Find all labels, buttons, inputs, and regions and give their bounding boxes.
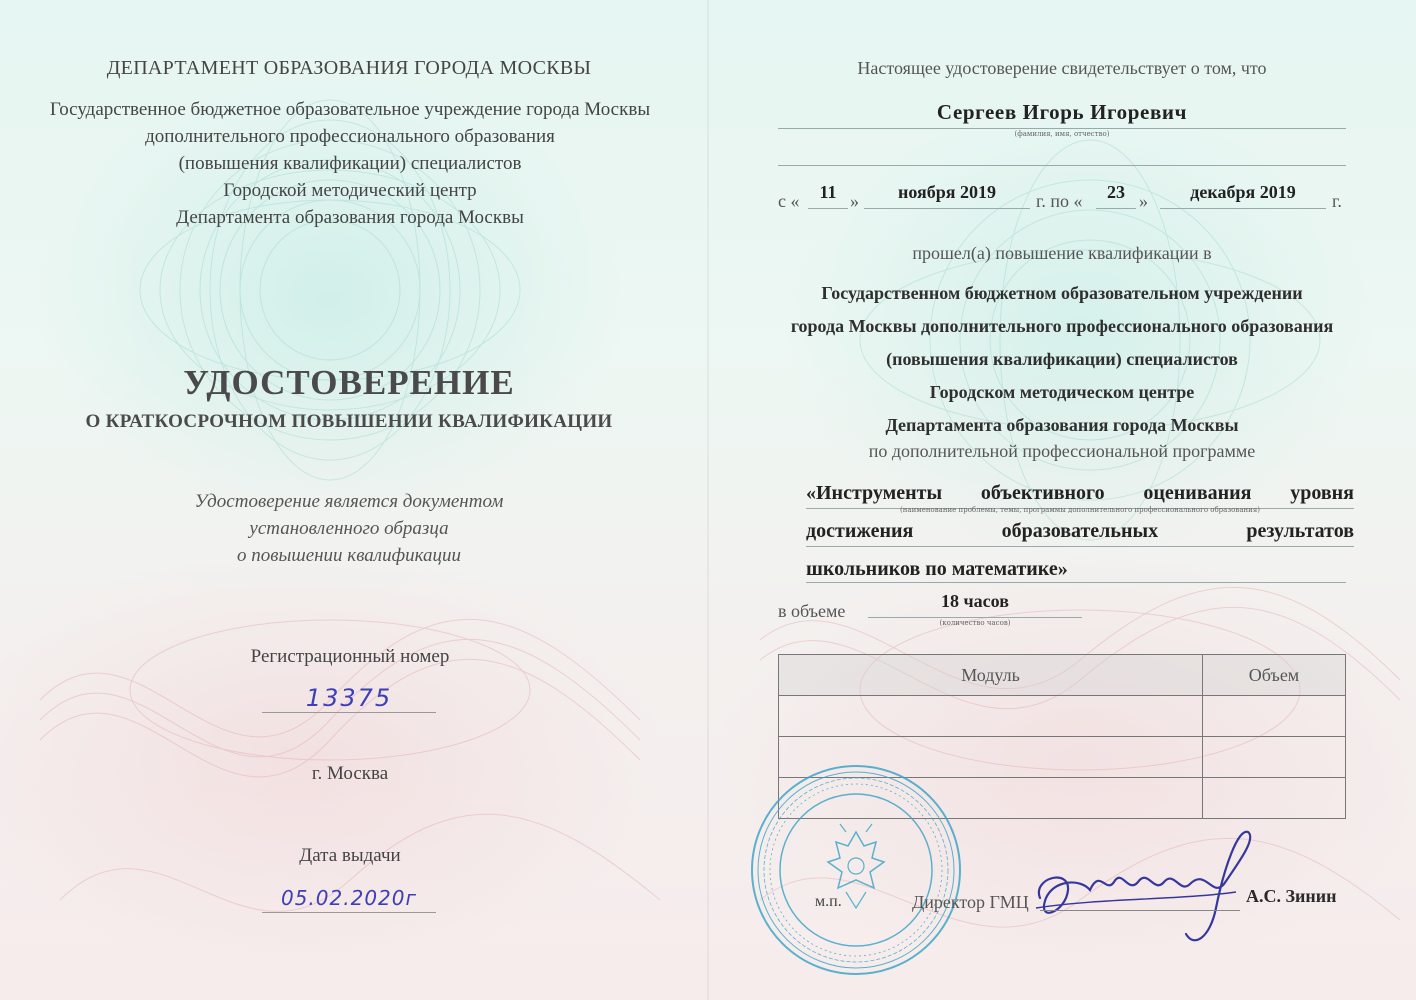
- certificate-subtitle: О КРАТКОСРОЧНОМ ПОВЫШЕНИИ КВАЛИФИКАЦИИ: [85, 411, 613, 432]
- page-fold: [707, 0, 709, 1000]
- passed-text: прошел(а) повышение квалификации в: [912, 243, 1212, 263]
- institution-line: (повышения квалификации) специалистов: [178, 153, 522, 174]
- table-header-row: [779, 655, 1346, 696]
- year-suffix: г.: [1332, 191, 1342, 211]
- name-caption: (фамилия, имя, отчество): [1014, 130, 1110, 138]
- program-caption: (наименование проблемы, темы, программы дополнительного профессионального образования): [900, 506, 1260, 514]
- official-stamp: [748, 762, 964, 978]
- date-middle: г. по «: [1036, 191, 1083, 211]
- institution-line: Департамента образования города Москвы: [176, 207, 524, 228]
- note-line: установленного образца: [249, 518, 449, 539]
- column-header-volume: Объем: [1203, 655, 1346, 696]
- signature-line: [1040, 910, 1240, 911]
- table-cell: [1203, 696, 1346, 737]
- table-row: [779, 696, 1346, 737]
- city: г. Москва: [311, 763, 389, 784]
- registration-label: Регистрационный номер: [250, 646, 450, 667]
- table-cell: [1203, 737, 1346, 778]
- organization-line: Государственном бюджетном образовательном учреждении: [821, 283, 1303, 303]
- issue-date-label: Дата выдачи: [299, 845, 401, 866]
- organization-line: города Москвы дополнительного профессионального образования: [790, 316, 1334, 336]
- table-cell: [1203, 778, 1346, 819]
- issue-date: 05.02.2020г: [262, 886, 436, 913]
- program-line: достижения образовательных результатов: [806, 520, 1354, 542]
- signer-name: А.С. Зинин: [1246, 886, 1337, 906]
- institution-line: дополнительного профессионального образования: [145, 126, 555, 147]
- date-from-prefix: с «: [778, 191, 800, 211]
- column-header-module: Модуль: [779, 655, 1203, 696]
- certificate-title: УДОСТОВЕРЕНИЕ: [183, 363, 515, 402]
- note-line: о повышении квалификации: [236, 545, 461, 566]
- volume-underline: [868, 617, 1082, 618]
- intro-text: Настоящее удостоверение свидетельствует о том, что: [857, 58, 1267, 78]
- volume-value: 18 часов: [941, 591, 1009, 611]
- quote-close: »: [850, 191, 859, 211]
- date-to-month: [1160, 182, 1326, 209]
- volume-label: в объеме: [778, 601, 846, 621]
- date-from-day: [808, 182, 848, 209]
- registration-number: 13375: [262, 684, 436, 713]
- date-to-month-value: декабря 2019: [1190, 182, 1296, 202]
- blank-line: [778, 165, 1346, 166]
- table-cell: [779, 696, 1203, 737]
- recipient-name: Сергеев Игорь Игоревич: [936, 100, 1188, 124]
- program-line: «Инструменты объективного оценивания уровня: [806, 482, 1354, 504]
- institution-name: [20, 96, 680, 231]
- date-from-month: [864, 182, 1030, 209]
- name-underline: [778, 128, 1346, 129]
- certificate-note: [40, 488, 658, 569]
- date-from-day-value: 11: [819, 182, 837, 202]
- institution-line: Городской методический центр: [223, 180, 477, 201]
- program-underline: [806, 546, 1354, 547]
- quote-close: »: [1139, 191, 1148, 211]
- institution-line: Государственное бюджетное образовательное учреждение города Москвы: [49, 99, 651, 120]
- director-label: Директор ГМЦ: [912, 892, 1029, 912]
- volume-caption: (количество часов): [939, 619, 1011, 627]
- date-to-day-value: 23: [1107, 182, 1125, 202]
- director-signature: [1010, 828, 1270, 958]
- stamp-place-label: м.п.: [815, 893, 842, 910]
- organization-line: (повышения квалификации) специалистов: [886, 349, 1238, 369]
- date-from-month-value: ноября 2019: [897, 182, 996, 202]
- department-heading: ДЕПАРТАМЕНТ ОБРАЗОВАНИЯ ГОРОДА МОСКВЫ: [106, 57, 592, 79]
- date-to-day: [1096, 182, 1136, 209]
- program-label: по дополнительной профессиональной программе: [868, 441, 1256, 461]
- program-line: школьников по математике»: [806, 558, 1068, 580]
- note-line: Удостоверение является документом: [194, 491, 504, 512]
- organization-line: Городском методическом центре: [929, 382, 1195, 402]
- program-underline: [806, 582, 1346, 583]
- organization-name: [740, 277, 1384, 442]
- organization-line: Департамента образования города Москвы: [885, 415, 1239, 435]
